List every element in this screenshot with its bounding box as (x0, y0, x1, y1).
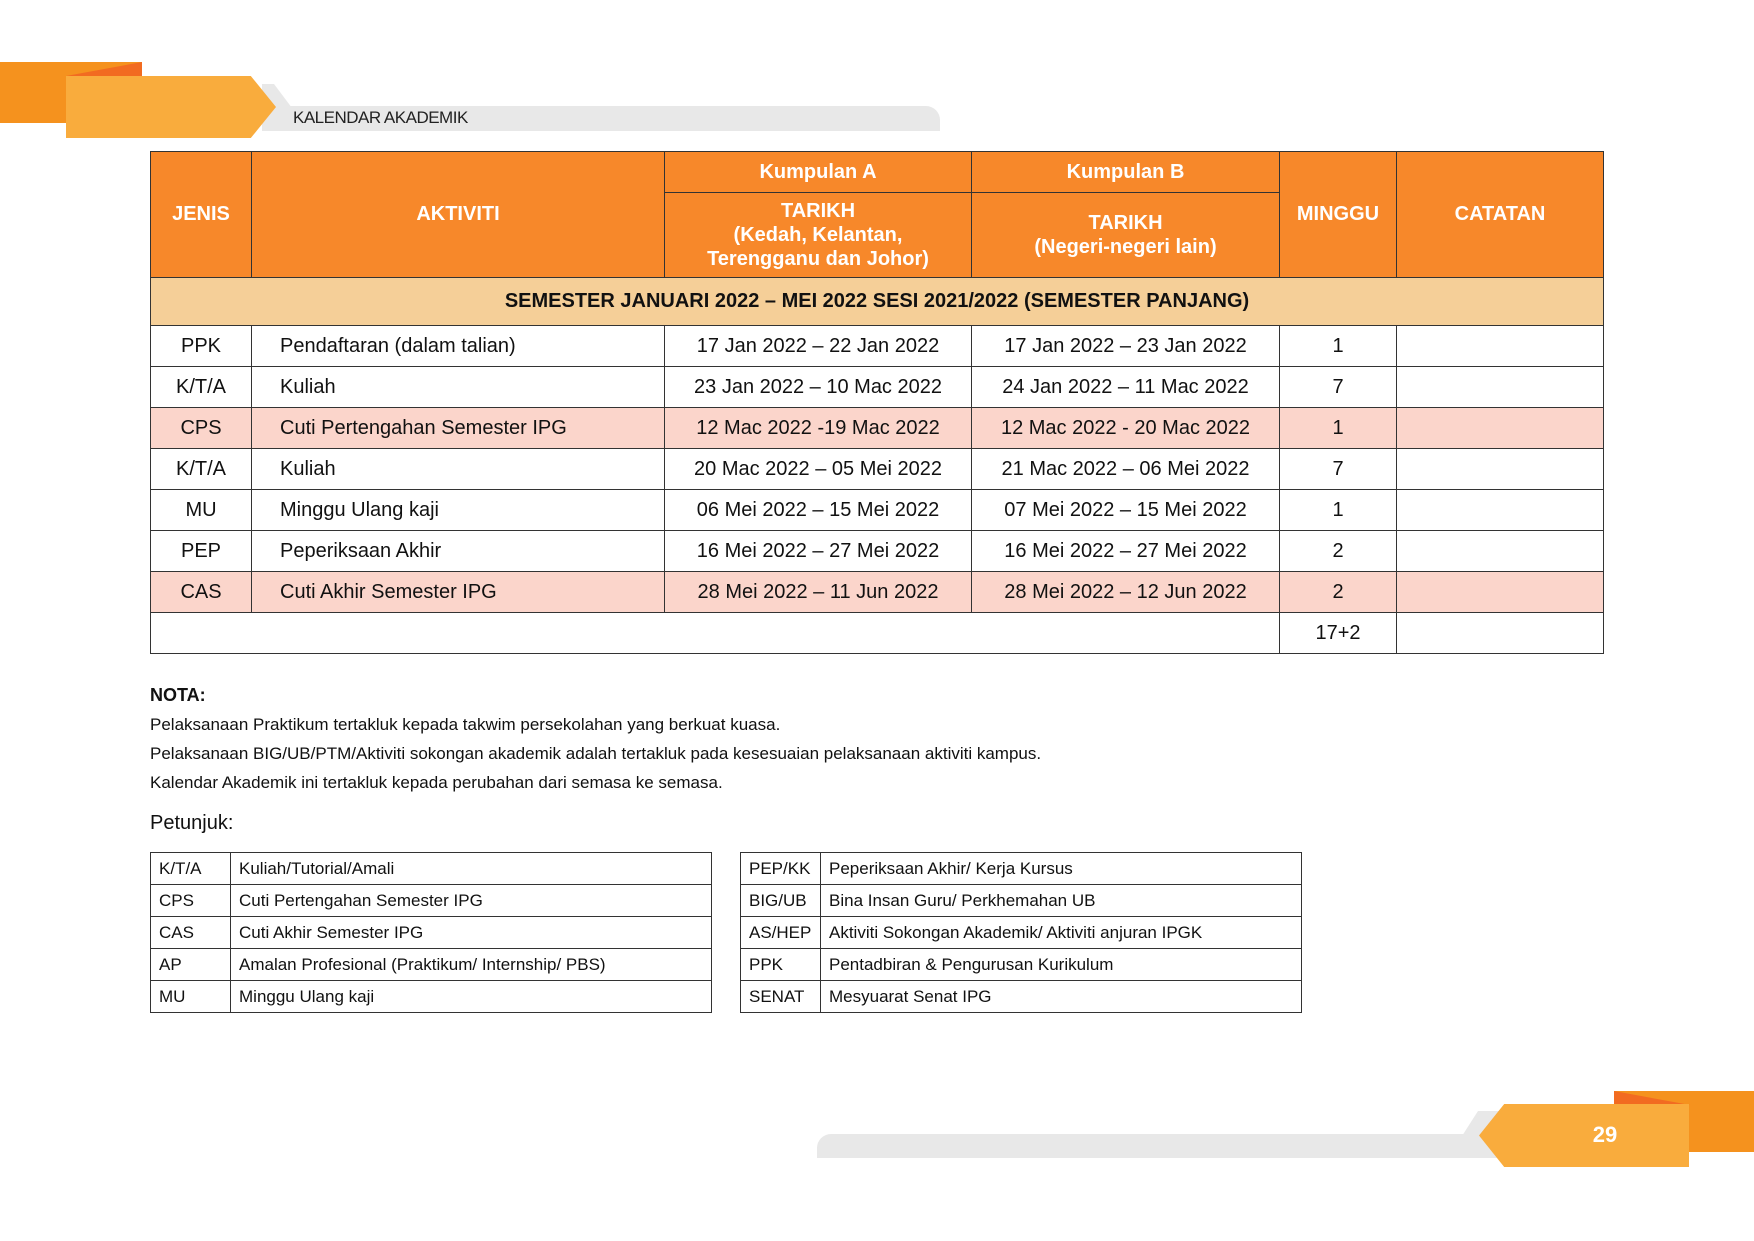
legend-title: Petunjuk: (150, 812, 234, 834)
legend-row (741, 917, 1302, 949)
cell-minggu: 1 (1280, 326, 1397, 367)
table-row (151, 449, 1604, 490)
cell-aktiviti: Cuti Akhir Semester IPG (252, 572, 665, 613)
cell-tarikh-a: 28 Mei 2022 – 11 Jun 2022 (665, 572, 972, 613)
legend-code: AS/HEP (741, 917, 821, 949)
header-tarikh-b (972, 193, 1280, 278)
cell-jenis: CPS (151, 408, 252, 449)
cell-jenis: PPK (151, 326, 252, 367)
cell-catatan (1397, 367, 1604, 408)
header-group-a: Kumpulan A (665, 152, 972, 193)
semester-title: SEMESTER JANUARI 2022 – MEI 2022 SESI 2021/2022 (SEMESTER PANJANG) (151, 278, 1604, 326)
legend-desc: Kuliah/Tutorial/Amali (231, 853, 712, 885)
cell-tarikh-b: 28 Mei 2022 – 12 Jun 2022 (972, 572, 1280, 613)
cell-jenis: CAS (151, 572, 252, 613)
total-catatan (1397, 613, 1604, 654)
cell-jenis: K/T/A (151, 449, 252, 490)
cell-catatan (1397, 326, 1604, 367)
states-a-line2: Terengganu dan Johor) (707, 248, 929, 270)
legend-code: K/T/A (151, 853, 231, 885)
header-jenis: JENIS (151, 152, 252, 278)
footer-bar (817, 1134, 1497, 1158)
academic-calendar-table (150, 151, 1604, 654)
cell-minggu: 2 (1280, 572, 1397, 613)
legend-code: PPK (741, 949, 821, 981)
cell-tarikh-a: 12 Mac 2022 -19 Mac 2022 (665, 408, 972, 449)
tarikh-label: TARIKH (780, 200, 856, 222)
cell-catatan (1397, 408, 1604, 449)
cell-tarikh-a: 20 Mac 2022 – 05 Mei 2022 (665, 449, 972, 490)
tarikh-label: TARIKH (1088, 212, 1163, 234)
cell-aktiviti: Cuti Pertengahan Semester IPG (252, 408, 665, 449)
note-line: Kalendar Akademik ini tertakluk kepada perubahan dari semasa ke semasa. (150, 773, 723, 792)
header-minggu: MINGGU (1280, 152, 1397, 278)
notes-title: NOTA: (150, 685, 206, 705)
cell-tarikh-b: 16 Mei 2022 – 27 Mei 2022 (972, 531, 1280, 572)
cell-aktiviti: Peperiksaan Akhir (252, 531, 665, 572)
cell-tarikh-a: 06 Mei 2022 – 15 Mei 2022 (665, 490, 972, 531)
header-group-b: Kumpulan B (972, 152, 1280, 193)
table-row (151, 490, 1604, 531)
cell-tarikh-a: 23 Jan 2022 – 10 Mac 2022 (665, 367, 972, 408)
cell-jenis: K/T/A (151, 367, 252, 408)
cell-jenis: PEP (151, 531, 252, 572)
cell-tarikh-b: 12 Mac 2022 - 20 Mac 2022 (972, 408, 1280, 449)
legend-table-left (150, 852, 712, 1013)
cell-tarikh-b: 17 Jan 2022 – 23 Jan 2022 (972, 326, 1280, 367)
cell-catatan (1397, 531, 1604, 572)
page-header-title: KALENDAR AKADEMIK (293, 108, 468, 127)
cell-aktiviti: Kuliah (252, 367, 665, 408)
legend-code: BIG/UB (741, 885, 821, 917)
legend-desc: Peperiksaan Akhir/ Kerja Kursus (821, 853, 1302, 885)
legend-desc: Pentadbiran & Pengurusan Kurikulum (821, 949, 1302, 981)
legend-table-right (740, 852, 1302, 1013)
page-number: 29 (1592, 1122, 1618, 1147)
legend-desc: Bina Insan Guru/ Perkhemahan UB (821, 885, 1302, 917)
legend-desc: Minggu Ulang kaji (231, 981, 712, 1013)
cell-catatan (1397, 572, 1604, 613)
legend-code: CPS (151, 885, 231, 917)
legend-desc: Cuti Pertengahan Semester IPG (231, 885, 712, 917)
legend-row (741, 981, 1302, 1013)
states-b: (Negeri-negeri lain) (1034, 236, 1217, 258)
cell-minggu: 7 (1280, 367, 1397, 408)
cell-tarikh-b: 24 Jan 2022 – 11 Mac 2022 (972, 367, 1280, 408)
total-label-cell (151, 613, 1280, 654)
legend-desc: Amalan Profesional (Praktikum/ Internship/ PBS) (231, 949, 712, 981)
cell-minggu: 7 (1280, 449, 1397, 490)
cell-aktiviti: Pendaftaran (dalam talian) (252, 326, 665, 367)
header-catatan: CATATAN (1397, 152, 1604, 278)
legend-desc: Aktiviti Sokongan Akademik/ Aktiviti anjuran IPGK (821, 917, 1302, 949)
table-row (151, 367, 1604, 408)
legend-code: MU (151, 981, 231, 1013)
legend-code: PEP/KK (741, 853, 821, 885)
legend-row (151, 885, 712, 917)
table-row (151, 572, 1604, 613)
legend-row (151, 853, 712, 885)
notes (150, 681, 1041, 797)
header-aktiviti: AKTIVITI (252, 152, 665, 278)
cell-aktiviti: Minggu Ulang kaji (252, 490, 665, 531)
header-decoration-arrow (66, 76, 276, 138)
legend-row (741, 885, 1302, 917)
cell-tarikh-b: 21 Mac 2022 – 06 Mei 2022 (972, 449, 1280, 490)
table-row (151, 531, 1604, 572)
cell-tarikh-a: 16 Mei 2022 – 27 Mei 2022 (665, 531, 972, 572)
cell-minggu: 1 (1280, 490, 1397, 531)
header-tarikh-a (665, 193, 972, 278)
states-a-line1: (Kedah, Kelantan, (733, 224, 903, 246)
legend-desc: Mesyuarat Senat IPG (821, 981, 1302, 1013)
cell-aktiviti: Kuliah (252, 449, 665, 490)
table-row (151, 408, 1604, 449)
legend-code: CAS (151, 917, 231, 949)
cell-jenis: MU (151, 490, 252, 531)
cell-tarikh-a: 17 Jan 2022 – 22 Jan 2022 (665, 326, 972, 367)
legend-row (151, 917, 712, 949)
cell-tarikh-b: 07 Mei 2022 – 15 Mei 2022 (972, 490, 1280, 531)
cell-catatan (1397, 490, 1604, 531)
legend-code: SENAT (741, 981, 821, 1013)
table-row (151, 326, 1604, 367)
cell-catatan (1397, 449, 1604, 490)
legend-row (741, 853, 1302, 885)
cell-minggu: 1 (1280, 408, 1397, 449)
note-line: Pelaksanaan Praktikum tertakluk kepada takwim persekolahan yang berkuat kuasa. (150, 715, 781, 734)
total-minggu: 17+2 (1280, 613, 1397, 654)
cell-minggu: 2 (1280, 531, 1397, 572)
legend-code: AP (151, 949, 231, 981)
legend-row (151, 981, 712, 1013)
legend-row (741, 949, 1302, 981)
legend-row (151, 949, 712, 981)
note-line: Pelaksanaan BIG/UB/PTM/Aktiviti sokongan akademik adalah tertakluk pada kesesuaian pelaksanaan aktiviti kampus. (150, 744, 1042, 763)
legend-desc: Cuti Akhir Semester IPG (231, 917, 712, 949)
